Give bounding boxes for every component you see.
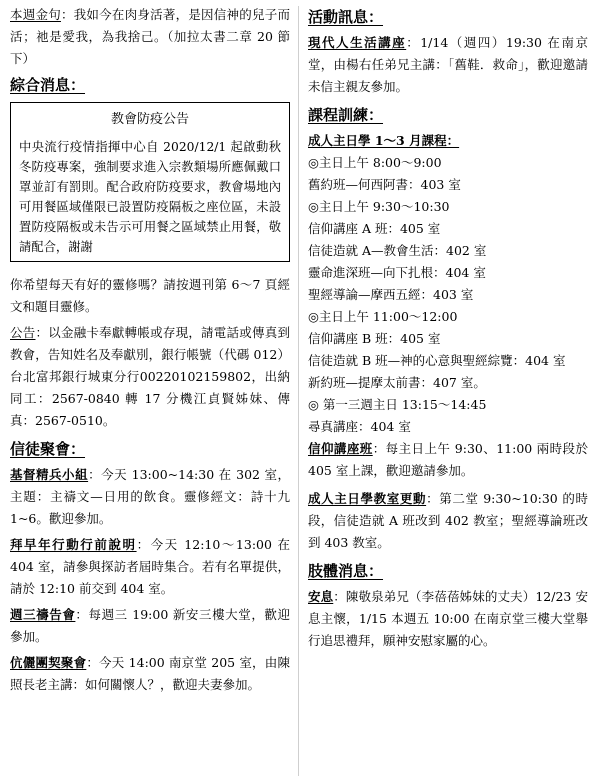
- fellowship-item-text: ：每週三 19:00 新安三樓大堂，歡迎參加。: [10, 607, 290, 644]
- fellowship-item-label: 週三禱告會: [10, 607, 76, 622]
- fellowship-item-label: 基督精兵小組: [10, 467, 89, 482]
- training-heading: 課程訓練：: [308, 106, 384, 124]
- memorial-text: ：陳敬泉弟兄（李蓓蓓姊妹的丈夫）12/23 安息主懷，1/15 本週五 10:00 在南京堂三樓大堂舉行追思禮拜，願神安慰家屬的心。: [308, 589, 588, 648]
- weekly-verse-text: ：我如今在肉身活著，是因信神的兒子而活；祂是愛我，為我捨己。（加拉太書二章 20 節下）: [10, 7, 290, 66]
- fellowship-item-text: ：今天 14:00 南京堂 205 室，由陳照長老主講：如何關懷人？，歡迎夫妻參加。: [10, 655, 290, 692]
- course-line: 靈命進深班—向下扎根：404 室: [308, 265, 486, 280]
- activities-heading: 活動訊息：: [308, 8, 384, 26]
- fellowship-item: [10, 534, 290, 600]
- course-line: ◎主日上午 9:30～10:30: [308, 199, 450, 214]
- sunday-school-intro: 成人主日學 1～3 月課程：: [308, 133, 460, 148]
- body-news-heading: 肢體消息：: [308, 562, 384, 580]
- lecture-announcement: [308, 32, 588, 98]
- fellowship-item: [10, 464, 290, 530]
- weekly-verse: [10, 4, 290, 70]
- offering-announcement: [10, 322, 290, 432]
- faith-class-text: ：每主日上午 9:30、11:00 兩時段於 405 室上課，歡迎邀請參加。: [308, 441, 588, 478]
- course-line: ◎ 第一三週主日 13:15～14:45: [308, 397, 487, 412]
- course-list: [308, 152, 588, 438]
- covid-notice-box: [10, 102, 290, 262]
- faith-class-note: [308, 438, 588, 482]
- lecture-label: 現代人生活講座: [308, 35, 407, 50]
- course-line: 聖經導論—摩西五經：403 室: [308, 287, 474, 302]
- course-line: 尋真講座：404 室: [308, 419, 411, 434]
- covid-notice-body: 中央流行疫情指揮中心自 2020/12/1 起啟動秋冬防疫專案，強制要求進入宗教類場所應佩戴口罩並訂有罰則。配合政府防疫要求，教會場地內可用餐區域僅限已設置防疫隔板之座位區，未設置防疫隔板或未告示可用餐之區域禁止用餐，敬請配合，謝謝: [19, 140, 281, 254]
- course-line: 信仰講座 B 班：405 室: [308, 331, 441, 346]
- weekly-verse-label: 本週金句: [10, 7, 61, 22]
- course-line: 信徒造就 A—教會生活：402 室: [308, 243, 487, 258]
- course-line: ◎主日上午 8:00～9:00: [308, 155, 442, 170]
- fellowship-item: [10, 652, 290, 696]
- memorial-label: 安息: [308, 589, 334, 604]
- devotion-note: 你希望每天有好的靈修嗎？請按週刊第 6～7 頁經文和題目靈修。: [10, 277, 290, 314]
- faith-class-label: 信仰講座班: [308, 441, 373, 456]
- classroom-change-text: ：第二堂 9:30~10:30 的時段，信徒造就 A 班改到 402 教室；聖經導論班改到 403 教室。: [308, 491, 588, 550]
- fellowship-heading: 信徒聚會：: [10, 440, 86, 458]
- fellowship-item: [10, 604, 290, 648]
- course-line: 新約班—提摩太前書：407 室。: [308, 375, 486, 390]
- course-line: ◎主日上午 11:00～12:00: [308, 309, 458, 324]
- classroom-change-label: 成人主日學教室更動: [308, 491, 427, 506]
- announcement-label: 公告: [10, 325, 36, 340]
- lecture-text: ：1/14（週四）19:30 在南京堂，由楊右任弟兄主講：「舊鞋．救命」，歡迎邀請未信主親友參加。: [308, 35, 588, 94]
- announcement-text: ：以金融卡奉獻轉帳或存現，請電話或傳真到教會，告知姓名及奉獻別，銀行帳號（代碼 012）台北富邦銀行城東分行00220102159802，出納同工：2567-0840 轉 17 分機江貞賢姊妹、傳真：2567-0510。: [10, 325, 290, 428]
- course-line: 信徒造就 B 班—神的心意與聖經綜覽：404 室: [308, 353, 566, 368]
- course-line: 信仰講座 A 班：405 室: [308, 221, 441, 236]
- course-line: 舊約班—何西阿書：403 室: [308, 177, 461, 192]
- general-news-heading: 綜合消息：: [10, 76, 86, 94]
- classroom-change-note: [308, 488, 588, 554]
- fellowship-item-label: 伉儷團契聚會: [10, 655, 87, 670]
- left-column: [10, 4, 290, 700]
- fellowship-item-text: ：今天 13:00~14:30 在 302 室，主題：主禱文—日用的飲食。靈修經文：詩十九 1~6。歡迎參加。: [10, 467, 290, 526]
- memorial-notice: [308, 586, 588, 652]
- right-column: [308, 4, 588, 656]
- covid-notice-title: 教會防疫公告: [110, 112, 189, 127]
- fellowship-item-text: ：今天 12:10～13:00 在 404 室，請參與探訪者屆時集合。若有名單提供，請於 12:10 前交到 404 室。: [10, 537, 290, 596]
- fellowship-item-label: 拜早年行動行前說明: [10, 537, 137, 552]
- column-divider: [298, 6, 299, 776]
